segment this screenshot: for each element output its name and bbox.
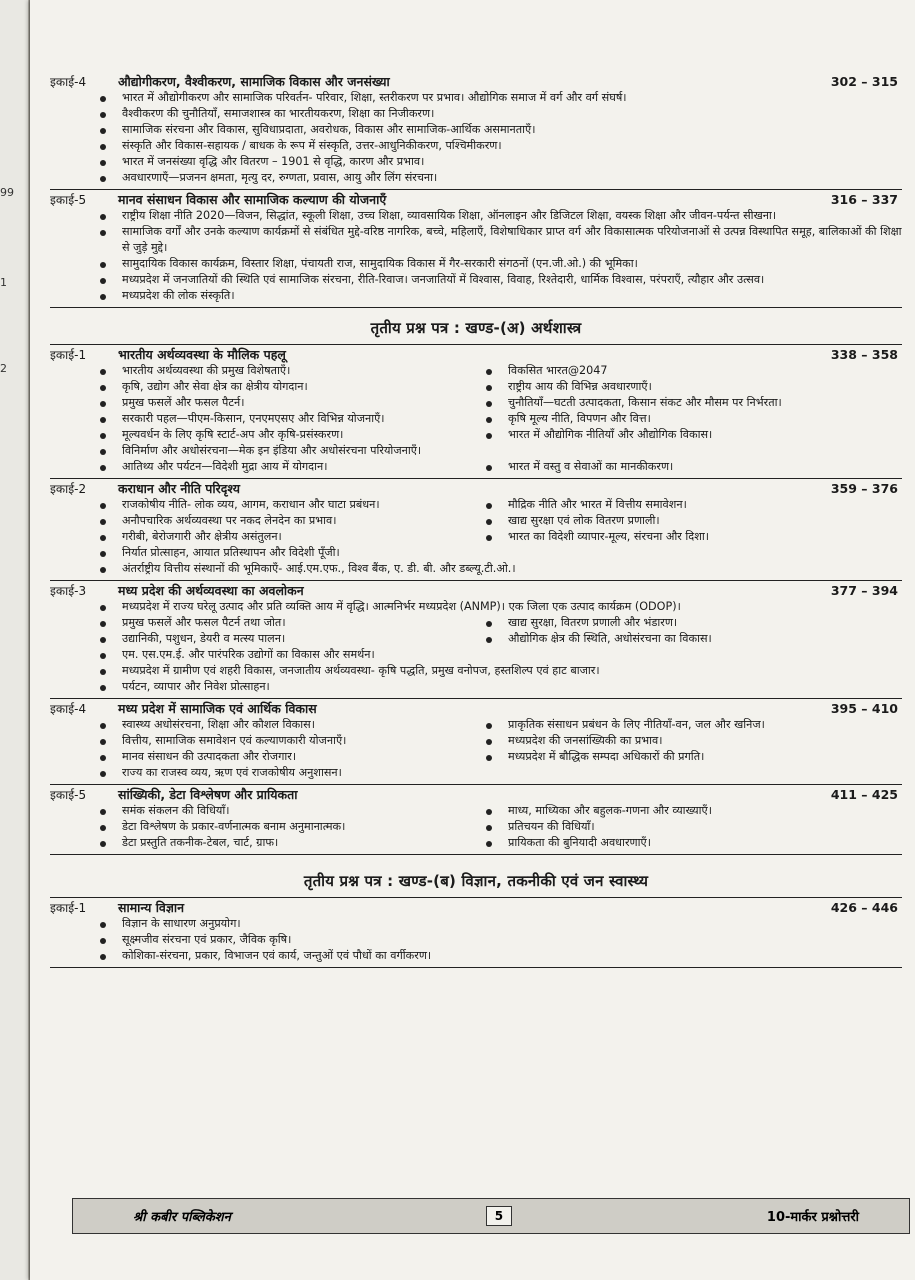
unit-header: [50, 701, 902, 717]
bullet-item: कृषि मूल्य नीति, विपणन और वित्त।: [474, 411, 904, 427]
bullet-item: मूल्यवर्धन के लिए कृषि स्टार्ट-अप और कृषि-प्रसंस्करण।: [94, 427, 474, 443]
bullet-item: मानव संसाधन की उत्पादकता और रोजगार।: [94, 749, 474, 765]
unit-title: सामान्य विज्ञान: [118, 900, 185, 915]
unit-title: मानव संसाधन विकास और सामाजिक कल्याण की योजनाएँ: [118, 192, 387, 207]
bullet-row: [94, 513, 902, 529]
bullet-row: [94, 379, 902, 395]
bullet-item: संस्कृति और विकास-सहायक / बाधक के रूप में संस्कृति, उत्तर-आधुनिकीकरण, पश्चिमीकरण।: [94, 138, 902, 154]
bullet-item: मौद्रिक नीति और भारत में वित्तीय समावेशन।: [474, 497, 904, 513]
bullet-item: मध्यप्रदेश की जनसांख्यिकी का प्रभाव।: [474, 733, 904, 749]
bullet-item: मध्यप्रदेश की लोक संस्कृति।: [94, 288, 902, 304]
bullet-item: भारत में औद्योगिक नीतियाँ और औद्योगिक विकास।: [474, 427, 904, 443]
page-range: 359 – 376: [830, 481, 898, 496]
bullet-row: [94, 615, 902, 631]
unit-header: [50, 787, 902, 803]
bullet-item: राष्ट्रीय शिक्षा नीति 2020—विजन, सिद्धांत, स्कूली शिक्षा, उच्च शिक्षा, व्यावसायिक शिक्षा, ऑनलाइन और डिजिटल शिक्षा, वयस्क शिक्षा और जीवन-पर्यन्त सीखना।: [94, 208, 902, 224]
unit-title: भारतीय अर्थव्यवस्था के मौलिक पहलू: [118, 347, 286, 362]
unit-number: इकाई-1: [50, 348, 87, 362]
bullet-row: [94, 529, 902, 545]
bullet-item: राज्य का राजस्व व्यय, ऋण एवं राजकोषीय अनुशासन।: [94, 765, 902, 781]
bullet-item: कोशिका-संरचना, प्रकार, विभाजन एवं कार्य, जन्तुओं एवं पौधों का वर्गीकरण।: [94, 948, 902, 964]
bullet-list: [94, 803, 902, 851]
unit-header: [50, 583, 902, 599]
syllabus-unit: [50, 785, 902, 855]
bullet-item: प्राकृतिक संसाधन प्रबंधन के लिए नीतियाँ-वन, जल और खनिज।: [474, 717, 904, 733]
margin-mark: 99: [0, 186, 14, 199]
page-range: 338 – 358: [830, 347, 898, 362]
bullet-list: [94, 599, 902, 695]
bullet-row: [94, 717, 902, 733]
unit-title: औद्योगीकरण, वैश्वीकरण, सामाजिक विकास और जनसंख्या: [118, 74, 390, 89]
page-range: 316 – 337: [830, 192, 898, 207]
bullet-row: [94, 497, 902, 513]
bullet-item: सामाजिक संरचना और विकास, सुविधाप्रदाता, अवरोधक, विकास और सामाजिक-आर्थिक असमानताएँ।: [94, 122, 902, 138]
bullet-item: अंतर्राष्ट्रीय वित्तीय संस्थानों की भूमिकाएँ- आई.एम.एफ., विश्व बैंक, ए. डी. बी. और डब्ल्यू.टी.ओ.।: [94, 561, 902, 577]
bullet-list: [94, 497, 902, 577]
page-range: 395 – 410: [830, 701, 898, 716]
publisher-name: श्री कबीर पब्लिकेशन: [133, 1210, 231, 1225]
syllabus-unit: [50, 72, 902, 190]
bullet-item: अनौपचारिक अर्थव्यवस्था पर नकद लेनदेन का प्रभाव।: [94, 513, 474, 529]
bullet-item: प्रायिकता की बुनियादी अवधारणाएँ।: [474, 835, 904, 851]
bullet-item: अवधारणाएँ—प्रजनन क्षमता, मृत्यु दर, रुग्णता, प्रवास, आयु और लिंग संरचना।: [94, 170, 902, 186]
bullet-item: एम. एस.एम.ई. और पारंपरिक उद्योगों का विकास और समर्थन।: [94, 647, 902, 663]
science-units: [50, 898, 902, 968]
economics-units: [50, 345, 902, 855]
unit-header: [50, 74, 902, 90]
bullet-item: वित्तीय, सामाजिक समावेशन एवं कल्याणकारी योजनाएँ।: [94, 733, 474, 749]
bullet-item: औद्योगिक क्षेत्र की स्थिति, अधोसंरचना का विकास।: [474, 631, 904, 647]
bullet-row: [94, 733, 902, 749]
bullet-item: सामुदायिक विकास कार्यक्रम, विस्तार शिक्षा, पंचायती राज, सामुदायिक विकास में गैर-सरकारी संगठनों (एन.जी.ओ.) की भूमिका।: [94, 256, 902, 272]
bullet-item: मध्यप्रदेश में बौद्धिक सम्पदा अधिकारों की प्रगति।: [474, 749, 904, 765]
unit-number: इकाई-1: [50, 901, 87, 915]
sociology-units: [50, 72, 902, 308]
unit-header: [50, 347, 902, 363]
bullet-item: भारत का विदेशी व्यापार-मूल्य, संरचना और दिशा।: [474, 529, 904, 545]
unit-number: इकाई-5: [50, 788, 87, 802]
previous-page-edge: [0, 0, 29, 1280]
bullet-item: निर्यात प्रोत्साहन, आयात प्रतिस्थापन और विदेशी पूँजी।: [94, 545, 902, 561]
bullet-item: वैश्वीकरण की चुनौतियाँ, समाजशास्त्र का भारतीयकरण, शिक्षा का निजीकरण।: [94, 106, 902, 122]
bullet-row: [94, 819, 902, 835]
bullet-item: सूक्ष्मजीव संरचना एवं प्रकार, जैविक कृषि।: [94, 932, 902, 948]
unit-header: [50, 192, 902, 208]
bullet-list: [94, 208, 902, 304]
unit-header: [50, 900, 902, 916]
bullet-row: [94, 749, 902, 765]
bullet-item: प्रतिचयन की विधियाँ।: [474, 819, 904, 835]
unit-number: इकाई-2: [50, 482, 87, 496]
bullet-item: विकसित भारत@2047: [474, 363, 904, 379]
unit-header: [50, 481, 902, 497]
bullet-item: पर्यटन, व्यापार और निवेश प्रोत्साहन।: [94, 679, 902, 695]
unit-title: सांख्यिकी, डेटा विश्लेषण और प्रायिकता: [118, 787, 298, 802]
bullet-row: [94, 427, 902, 443]
bullet-item: भारत में वस्तु व सेवाओं का मानकीकरण।: [474, 459, 904, 475]
bullet-item: डेटा विश्लेषण के प्रकार-वर्णनात्मक बनाम अनुमानात्मक।: [94, 819, 474, 835]
bullet-item: समंक संकलन की विधियाँ।: [94, 803, 474, 819]
page-range: 426 – 446: [830, 900, 898, 915]
bullet-row: [94, 395, 902, 411]
bullet-item: भारत में औद्योगीकरण और सामाजिक परिवर्तन- परिवार, शिक्षा, स्तरीकरण पर प्रभाव। औद्योगिक समाज में वर्ग और वर्ग संघर्ष।: [94, 90, 902, 106]
bullet-item: प्रमुख फसलें और फसल पैटर्न तथा जोत।: [94, 615, 474, 631]
bullet-item: आतिथ्य और पर्यटन—विदेशी मुद्रा आय में योगदान।: [94, 459, 474, 475]
bullet-row: [94, 411, 902, 427]
bullet-row: [94, 835, 902, 851]
unit-number: इकाई-4: [50, 702, 87, 716]
bullet-row: [94, 631, 902, 647]
bullet-item: राष्ट्रीय आय की विभिन्न अवधारणाएँ।: [474, 379, 904, 395]
bullet-item: डेटा प्रस्तुति तकनीक-टेबल, चार्ट, ग्राफ।: [94, 835, 474, 851]
bullet-item: मध्यप्रदेश में राज्य घरेलू उत्पाद और प्रति व्यक्ति आय में वृद्धि। आत्मनिर्भर मध्यप्रदेश (ANMP)। एक जिला एक उत्पाद कार्यक्रम (ODOP)।: [94, 599, 902, 615]
bullet-item: राजकोषीय नीति- लोक व्यय, आगम, कराधान और घाटा प्रबंधन।: [94, 497, 474, 513]
bullet-item: मध्यप्रदेश में जनजातियों की स्थिति एवं सामाजिक संरचना, रीति-रिवाज। जनजातियों में विश्वास, विवाह, रिश्तेदारी, धार्मिक विश्वास, परंपराएँ, त्यौहार और उत्सव।: [94, 272, 902, 288]
series-name: 10-मार्कर प्रश्नोत्तरी: [766, 1210, 859, 1225]
syllabus-unit: [50, 345, 902, 479]
bullet-item: मध्यप्रदेश में ग्रामीण एवं शहरी विकास, जनजातीय अर्थव्यवस्था- कृषि पद्धति, प्रमुख वनोपज, हस्तशिल्प एवं हाट बाजार।: [94, 663, 902, 679]
bullet-list: [94, 717, 902, 781]
bullet-item: सरकारी पहल—पीएम-किसान, एनएमएसए और विभिन्न योजनाएँ।: [94, 411, 474, 427]
document-page: [30, 0, 915, 1280]
bullet-item: भारत में जनसंख्या वृद्धि और वितरण – 1901 से वृद्धि, कारण और प्रभाव।: [94, 154, 902, 170]
page-number: 5: [486, 1206, 512, 1226]
bullet-item: माध्य, माध्यिका और बहुलक-गणना और व्याख्याएँ।: [474, 803, 904, 819]
bullet-row: [94, 363, 902, 379]
bullet-item: कृषि, उद्योग और सेवा क्षेत्र का क्षेत्रीय योगदान।: [94, 379, 474, 395]
margin-mark: 2: [0, 362, 7, 375]
unit-title: कराधान और नीति परिदृश्य: [118, 481, 240, 496]
page-range: 302 – 315: [830, 74, 898, 89]
syllabus-unit: [50, 699, 902, 785]
syllabus-unit: [50, 581, 902, 699]
syllabus-unit: [50, 898, 902, 968]
bullet-item: विज्ञान के साधारण अनुप्रयोग।: [94, 916, 902, 932]
unit-number: इकाई-3: [50, 584, 87, 598]
bullet-item: चुनौतियाँ—घटती उत्पादकता, किसान संकट और मौसम पर निर्भरता।: [474, 395, 904, 411]
syllabus-unit: [50, 479, 902, 581]
bullet-item: सामाजिक वर्गों और उनके कल्याण कार्यक्रमों से संबंधित मुद्दे-वरिष्ठ नागरिक, बच्चे, महिलाएँ, विशेषाधिकार प्राप्त वर्ग और विकासात्मक परियोजनाओं से उत्पन्न विस्थापित समूह, बालिकाओं की शिक्षा से जुड़े मुद्दे।: [94, 224, 902, 256]
unit-title: मध्य प्रदेश में सामाजिक एवं आर्थिक विकास: [118, 701, 317, 716]
bullet-list: [94, 90, 902, 186]
bullet-item: उद्यानिकी, पशुधन, डेयरी व मत्स्य पालन।: [94, 631, 474, 647]
bullet-list: [94, 916, 902, 964]
bullet-item: स्वास्थ्य अधोसंरचना, शिक्षा और कौशल विकास।: [94, 717, 474, 733]
bullet-row: [94, 803, 902, 819]
page-range: 411 – 425: [830, 787, 898, 802]
margin-mark: 1: [0, 276, 7, 289]
bullet-item: खाद्य सुरक्षा, वितरण प्रणाली और भंडारण।: [474, 615, 904, 631]
bullet-item: प्रमुख फसलें और फसल पैटर्न।: [94, 395, 474, 411]
bullet-item: खाद्य सुरक्षा एवं लोक वितरण प्रणाली।: [474, 513, 904, 529]
page-range: 377 – 394: [830, 583, 898, 598]
syllabus-content: [50, 72, 902, 968]
section-heading-economics: तृतीय प्रश्न पत्र : खण्ड-(अ) अर्थशास्त्र: [50, 308, 902, 345]
bullet-item: गरीबी, बेरोजगारी और क्षेत्रीय असंतुलन।: [94, 529, 474, 545]
bullet-row: [94, 459, 902, 475]
bullet-list: [94, 363, 902, 475]
page-footer: [72, 1198, 910, 1234]
unit-title: मध्य प्रदेश की अर्थव्यवस्था का अवलोकन: [118, 583, 304, 598]
section-heading-science: तृतीय प्रश्न पत्र : खण्ड-(ब) विज्ञान, तकनीकी एवं जन स्वास्थ्य: [50, 861, 902, 898]
bullet-item: विनिर्माण और अधोसंरचना—मेक इन इंडिया और अधोसंरचना परियोजनाएँ।: [94, 443, 902, 459]
unit-number: इकाई-5: [50, 193, 87, 207]
bullet-item: भारतीय अर्थव्यवस्था की प्रमुख विशेषताएँ।: [94, 363, 474, 379]
syllabus-unit: [50, 190, 902, 308]
unit-number: इकाई-4: [50, 75, 87, 89]
